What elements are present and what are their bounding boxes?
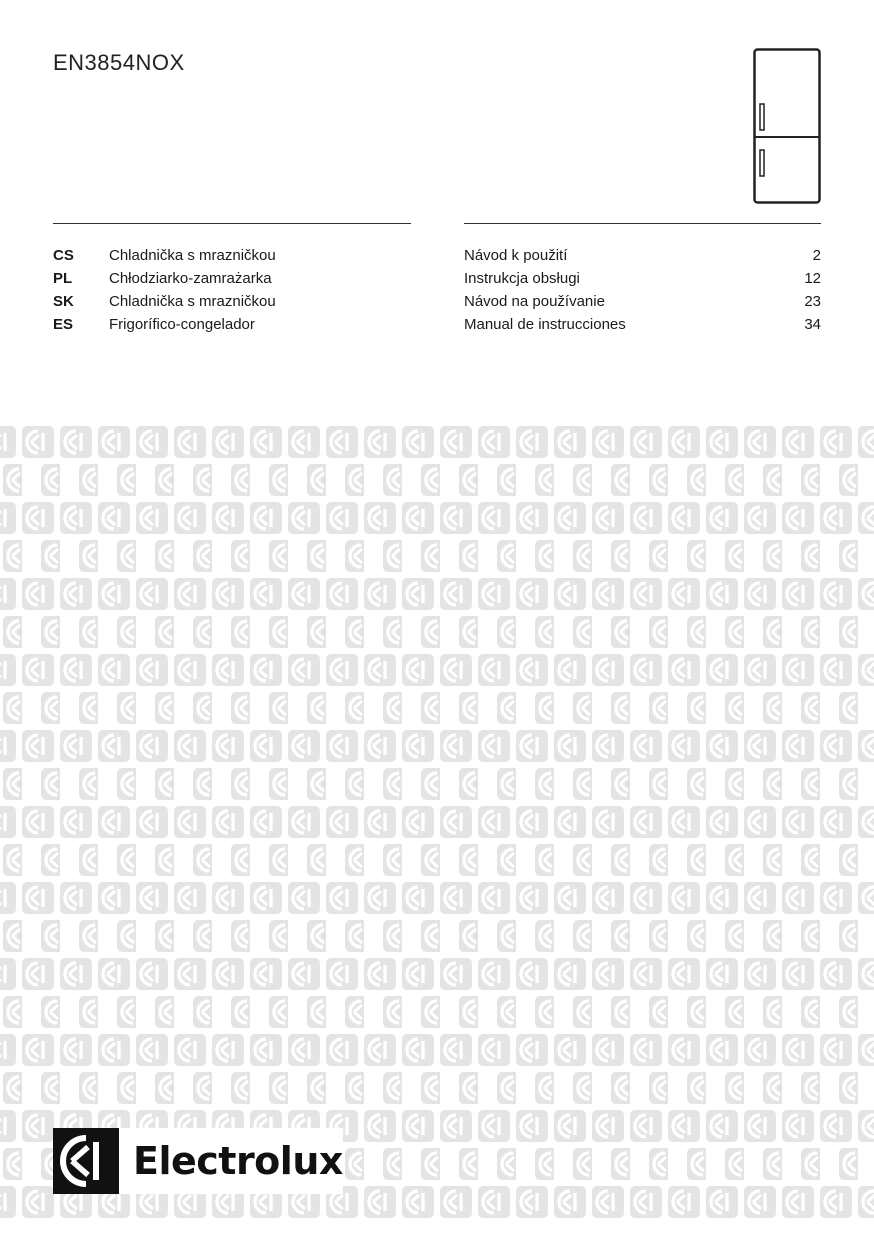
product-name: Chladnička s mrazničkou <box>109 293 276 310</box>
electrolux-symbol-pattern <box>0 424 874 1224</box>
electrolux-logo-icon <box>53 1128 119 1194</box>
brand-name: Electrolux <box>133 1139 343 1183</box>
manual-title: Instrukcja obsługi <box>464 270 580 287</box>
product-name: Frigorífico-congelador <box>109 316 255 333</box>
product-name: Chladnička s mrazničkou <box>109 247 276 264</box>
language-row-sk[interactable] <box>53 292 821 315</box>
manual-title: Návod na používanie <box>464 293 605 310</box>
language-code: PL <box>53 270 73 287</box>
divider-right <box>464 223 821 224</box>
language-table <box>53 246 821 338</box>
page-number: 12 <box>804 270 821 287</box>
language-row-es[interactable] <box>53 315 821 338</box>
language-row-cs[interactable] <box>53 246 821 269</box>
product-name: Chłodziarko-zamrażarka <box>109 270 272 287</box>
manual-title: Návod k použití <box>464 247 568 264</box>
language-code: SK <box>53 293 74 310</box>
language-code: ES <box>53 316 74 333</box>
fridge-freezer-icon <box>753 48 821 204</box>
electrolux-brand <box>53 1128 343 1194</box>
manual-title: Manual de instrucciones <box>464 316 626 333</box>
page-number: 23 <box>804 293 821 310</box>
page-number: 34 <box>804 316 821 333</box>
language-row-pl[interactable] <box>53 269 821 292</box>
divider-left <box>53 223 411 224</box>
language-code: CS <box>53 247 74 264</box>
model-title: EN3854NOX <box>53 50 185 75</box>
page-number: 2 <box>812 247 821 264</box>
